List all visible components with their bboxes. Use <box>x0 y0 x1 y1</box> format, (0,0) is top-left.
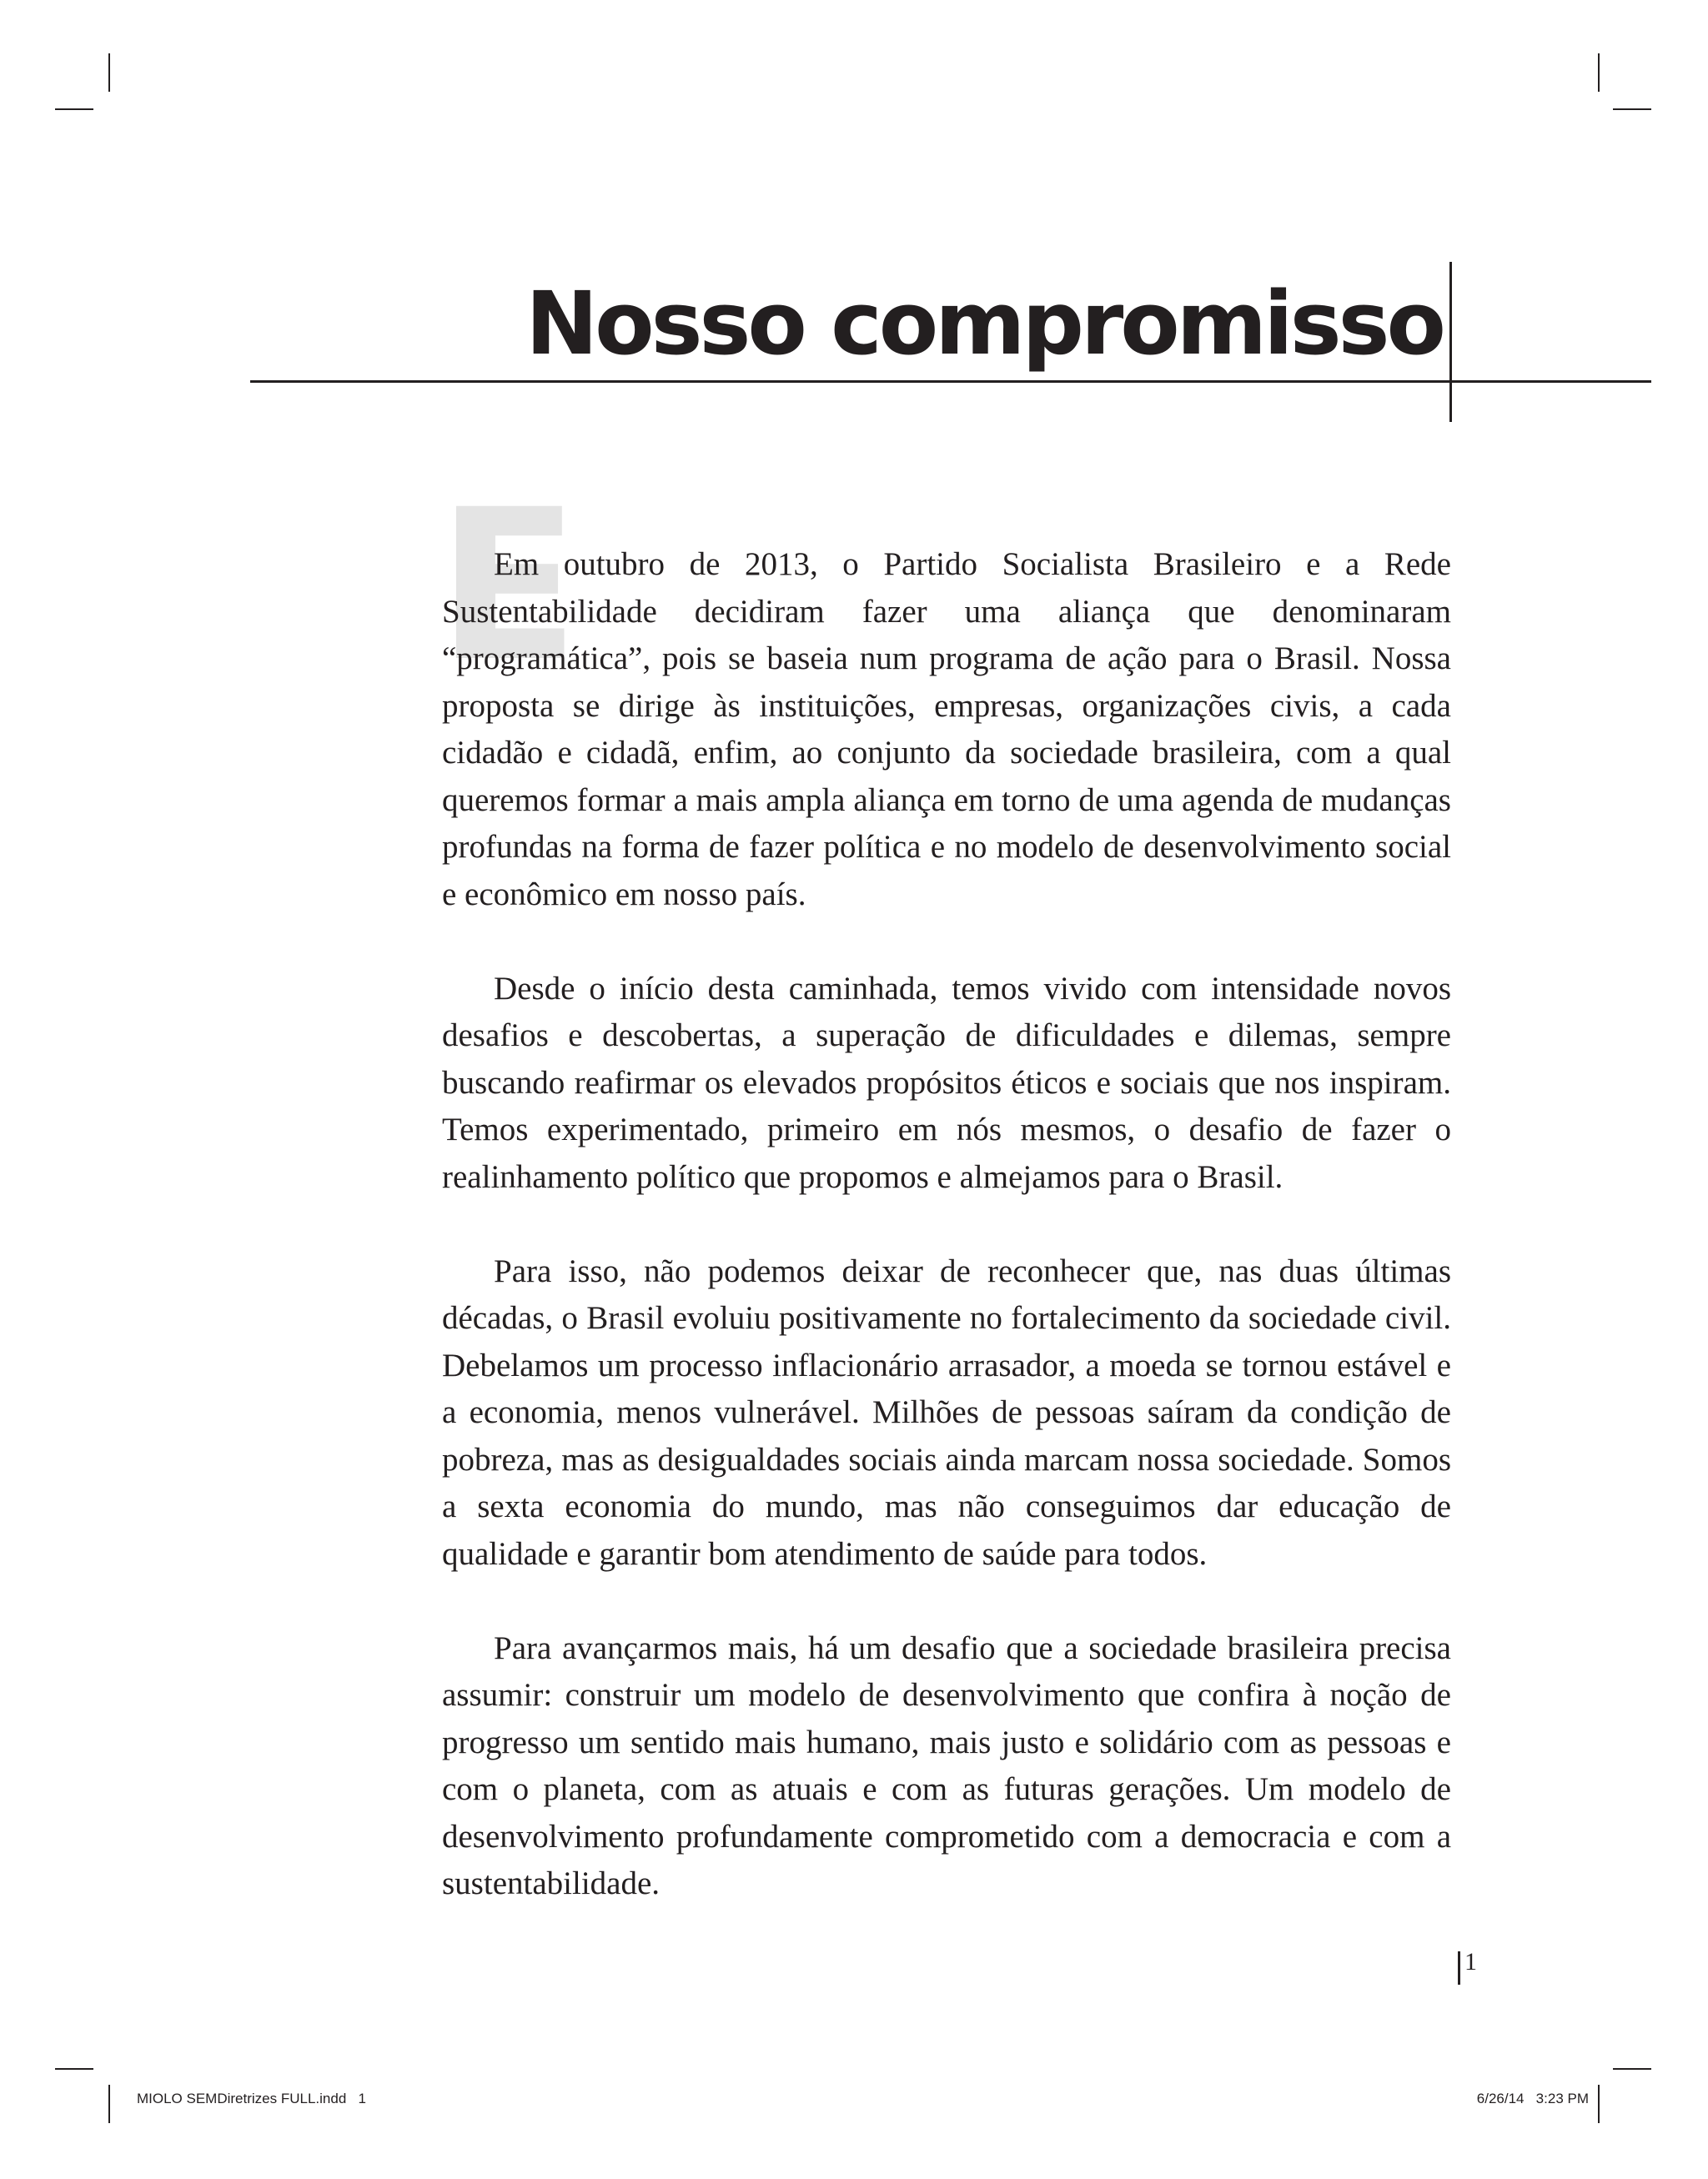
crop-mark-bottom-left-vertical <box>108 2085 110 2123</box>
page-number <box>1456 1950 1477 1975</box>
crop-mark-top-left-horizontal <box>55 108 93 110</box>
title-underline-rule <box>250 380 1651 383</box>
slug-datetime: 6/26/14 3:23 PM <box>1476 2091 1589 2106</box>
paragraph: Em outubro de 2013, o Partido Socialista Brasileiro e a Rede Sustentabilidade decidiram fazer uma aliança que denominaram “programática”, pois se baseia num programa de ação para o Brasil. Nossa proposta se dirige às instituições, empresas, organizações civis, a cada cidadão e cidadã, enfim, ao conjunto da sociedade brasileira, com a qual queremos formar a mais ampla aliança em torno de uma agenda de mudanças profundas na forma de fazer política e no modelo de desenvolvimento social e econômico em nosso país. <box>442 546 1451 912</box>
title-vertical-bar <box>1449 262 1452 422</box>
crop-mark-bottom-left-horizontal <box>55 2068 93 2070</box>
slug-filename: MIOLO SEMDiretrizes FULL.indd 1 <box>137 2091 366 2106</box>
drop-cap: E <box>437 464 580 707</box>
page-title: Nosso compromisso <box>525 273 1443 374</box>
paragraph: Para avançarmos mais, há um desafio que a sociedade brasileira precisa assumir: construir um modelo de desenvolvimento que confira à noção de progresso um sentido mais humano, mais justo e solidário com as pessoas e com o planeta, com as atuais e com as futuras gerações. Um modelo de desenvolvimento profundamente comprometido com a democracia e com a sustentabilidade. <box>442 1629 1451 1901</box>
crop-mark-bottom-right-vertical <box>1598 2085 1600 2123</box>
page-number-text: 1 <box>1464 1948 1477 1976</box>
crop-mark-top-right-horizontal <box>1613 108 1651 110</box>
crop-mark-bottom-right-horizontal <box>1613 2068 1651 2070</box>
crop-mark-top-right-vertical <box>1598 53 1600 92</box>
paragraph: Desde o início desta caminhada, temos vivido com intensidade novos desafios e descobertas, a superação de dificuldades e dilemas, sempre buscando reafirmar os elevados propósitos éticos e sociais que nos inspiram. Temos experimentado, primeiro em nós mesmos, o desafio de fazer o realinhamento político que propomos e almejamos para o Brasil. <box>442 970 1451 1195</box>
crop-mark-top-left-vertical <box>108 53 110 92</box>
body-text <box>442 541 1451 1908</box>
paragraph: Para isso, não podemos deixar de reconhecer que, nas duas últimas décadas, o Brasil evoluiu positivamente no fortalecimento da sociedade civil. Debelamos um processo inflacionário arrasador, a moeda se tornou estável e a economia, menos vulnerável. Milhões de pessoas saíram da condição de pobreza, mas as desigualdades sociais ainda marcam nossa sociedade. Somos a sexta economia do mundo, mas não conseguimos dar educação de qualidade e garantir bom atendimento de saúde para todos. <box>442 1253 1451 1572</box>
